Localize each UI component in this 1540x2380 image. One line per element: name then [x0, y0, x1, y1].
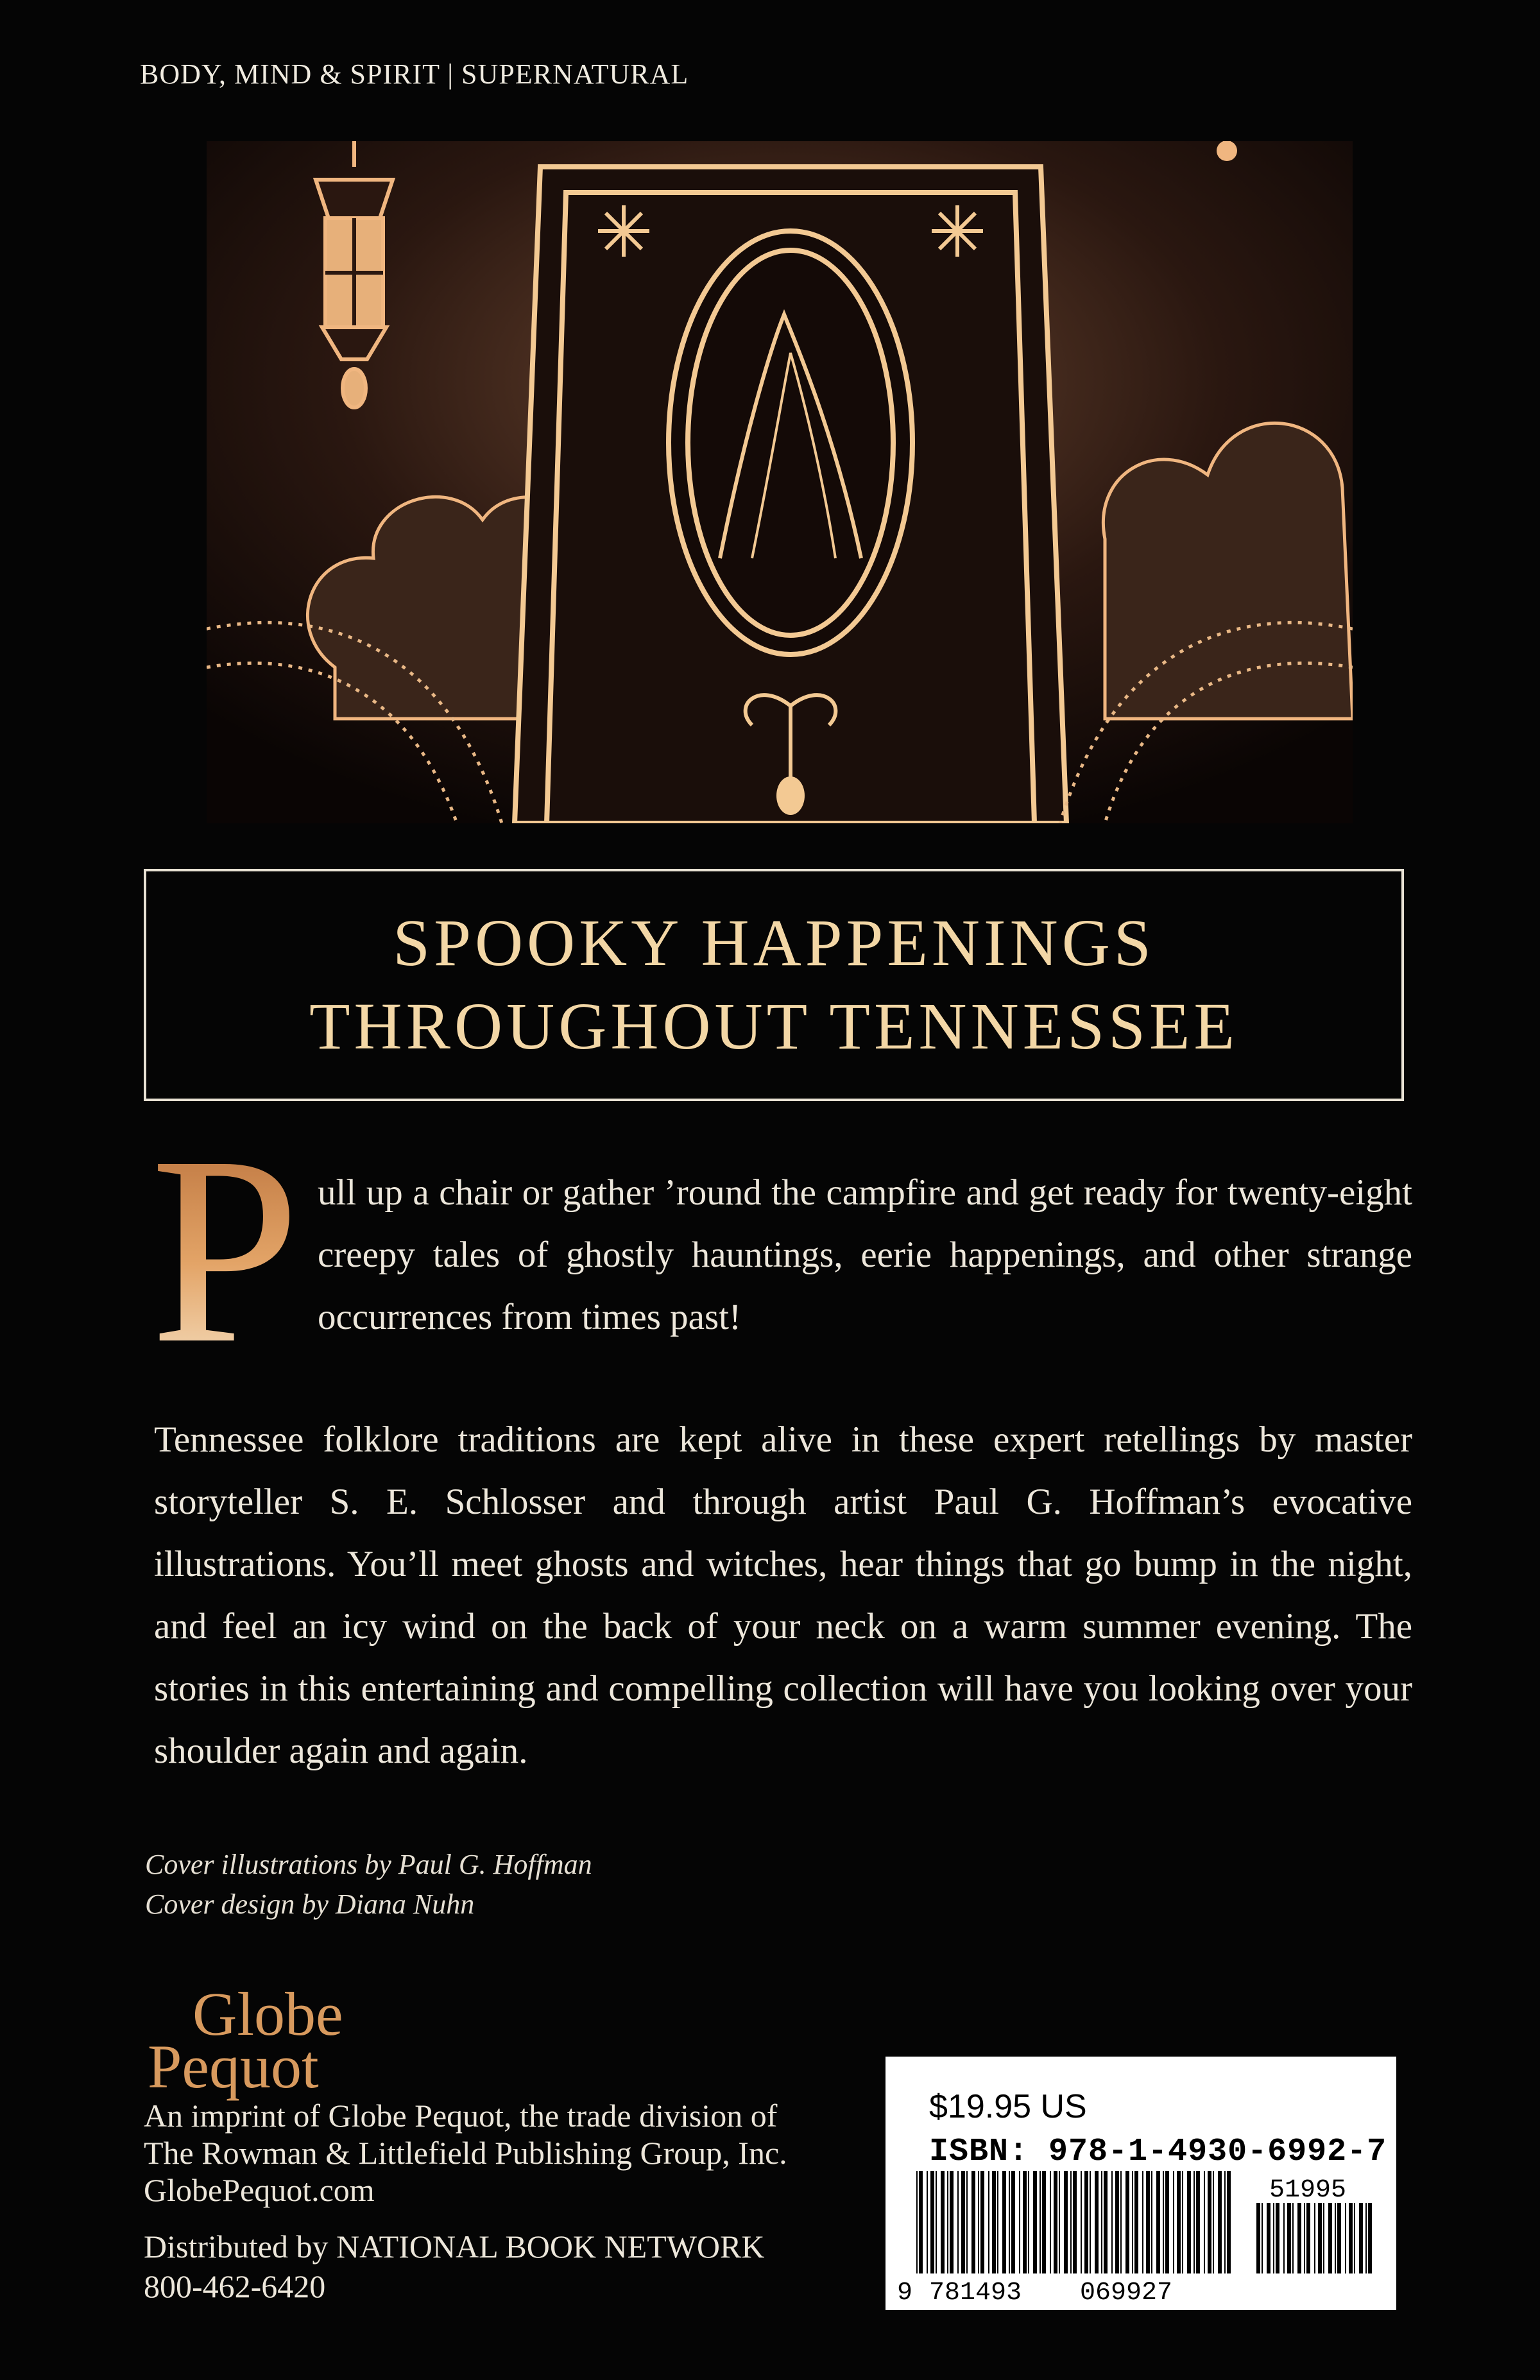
barcode-bar [1349, 2203, 1353, 2273]
barcode-bar [1323, 2203, 1324, 2273]
barcode-bar [1256, 2203, 1260, 2273]
distributor-line: Distributed by NATIONAL BOOK NETWORK [144, 2229, 765, 2264]
barcode-bar [980, 2171, 984, 2273]
barcode-bar [1084, 2171, 1088, 2273]
barcode-bar [1227, 2171, 1231, 2273]
barcode-bar [1095, 2171, 1099, 2273]
barcode-bar [1204, 2171, 1205, 2273]
barcode-bar [971, 2171, 975, 2273]
barcode-bar [1292, 2203, 1294, 2273]
distributor-phone: 800-462-6420 [144, 2268, 326, 2304]
barcode-bar [1368, 2203, 1372, 2273]
barcode-bar [1033, 2171, 1037, 2273]
barcode-bar [966, 2171, 968, 2273]
barcode-bar [1019, 2171, 1020, 2273]
barcode-bar [1318, 2203, 1322, 2273]
barcode-box [886, 2057, 1396, 2310]
barcode-bar [1354, 2203, 1355, 2273]
barcode-bar [1365, 2203, 1367, 2273]
barcode-bar [1182, 2171, 1183, 2273]
barcode-bar [1101, 2171, 1102, 2273]
barcode-bar [1273, 2203, 1274, 2273]
headline-box [144, 869, 1404, 1101]
barcode-bar [997, 2171, 998, 2273]
barcode-bar [1287, 2203, 1291, 2273]
barcode-bar [1345, 2203, 1346, 2273]
barcode-bar [936, 2171, 937, 2273]
barcode-bar [1011, 2171, 1015, 2273]
barcode-bar [1267, 2203, 1270, 2273]
barcode-bar [1156, 2171, 1160, 2273]
barcode-bar [1040, 2171, 1041, 2273]
barcode-bar [961, 2171, 965, 2273]
barcode-bar [1173, 2171, 1174, 2273]
headline-line-2: THROUGHOUT TENNESSEE [309, 989, 1238, 1063]
barcode-bar [1115, 2171, 1119, 2273]
barcode-bar [1125, 2171, 1129, 2273]
barcode-bar [930, 2171, 934, 2273]
barcode-bar [992, 2171, 996, 2273]
price-code-text: 51995 [1269, 2176, 1347, 2205]
barcode-bar [1314, 2203, 1315, 2273]
barcode-bar [950, 2171, 954, 2273]
barcode-bar [1276, 2203, 1279, 2273]
barcode-bar [1194, 2171, 1195, 2273]
barcode-bar [1208, 2171, 1211, 2273]
barcode-bar [1134, 2171, 1138, 2273]
barcode-bar [988, 2171, 989, 2273]
barcode-bar [1177, 2171, 1181, 2273]
barcode-bar [1081, 2171, 1082, 2273]
barcode-bar [1335, 2203, 1336, 2273]
barcode-bar [1306, 2203, 1310, 2273]
category-label: BODY, MIND & SPIRIT | SUPERNATURAL [140, 58, 689, 90]
barcode-bar [1165, 2171, 1169, 2273]
ean-left-digits: 781493 [929, 2279, 1022, 2306]
barcode-bar [1218, 2171, 1222, 2273]
barcode-bar [1297, 2203, 1301, 2273]
barcode-bar [927, 2171, 928, 2273]
barcode-bar [1120, 2171, 1122, 2273]
barcode-bar [1359, 2203, 1363, 2273]
barcode-bar [1064, 2171, 1068, 2273]
barcode-bar [1028, 2171, 1029, 2273]
ean-right-digits: 069927 [1080, 2279, 1173, 2306]
drop-cap: P [150, 1100, 300, 1399]
barcode-bar [978, 2171, 979, 2273]
barcode-bar [1054, 2171, 1057, 2273]
illustration-credit: Cover illustrations by Paul G. Hoffman [145, 1849, 592, 1880]
barcode-bar [1146, 2171, 1150, 2273]
barcode-bar [941, 2171, 945, 2273]
barcode-bar [1328, 2203, 1332, 2273]
barcode-bar [1337, 2203, 1341, 2273]
barcode-bar [1283, 2203, 1285, 2273]
barcode-bar [1070, 2171, 1072, 2273]
barcode-bar [1262, 2203, 1263, 2273]
barcode-bar [1059, 2171, 1060, 2273]
barcode-bar [1042, 2171, 1046, 2273]
barcode-bar [1023, 2171, 1027, 2273]
barcode-bar [916, 2171, 918, 2273]
isbn-label: ISBN: 978-1-4930-6992-7 [929, 2134, 1387, 2170]
barcode-bar [1009, 2171, 1010, 2273]
barcode-bar [1132, 2171, 1133, 2273]
barcode-bar [1104, 2171, 1108, 2273]
ean-first-digit: 9 [897, 2279, 913, 2306]
barcode-bar [919, 2171, 923, 2273]
price-label: $19.95 US [929, 2088, 1087, 2125]
imprint-line-2: The Rowman & Littlefield Publishing Group, Inc. [144, 2135, 787, 2171]
barcode-bar [1187, 2171, 1191, 2273]
barcode-bar [947, 2171, 948, 2273]
barcode-bar [1163, 2171, 1164, 2273]
barcode-bar [1050, 2171, 1051, 2273]
barcode-bar [1213, 2171, 1214, 2273]
barcode-bar [1196, 2171, 1200, 2273]
barcode-bar [1224, 2171, 1226, 2273]
barcode-bar [1073, 2171, 1077, 2273]
barcode-icon [897, 2171, 1391, 2306]
barcode-bar [1151, 2171, 1152, 2273]
barcode-bar [957, 2171, 959, 2273]
headline-line-1: SPOOKY HAPPENINGS [393, 906, 1155, 980]
description-paragraph: Tennessee folklore traditions are kept alive in these expert retellings by master storyteller S. E. Schlosser and through artist Paul G. Hoffman’s evocative illustrations. You’ll meet ghosts and witches, hear things that go bump in the night, and feel an icy wind on the back of your neck on a warm summer evening. The stories in this entertaining and compelling collection will have you looking over your shoulder again and again. [154, 1419, 1412, 1771]
publisher-logo-line-2: Pequot [148, 2032, 319, 2101]
imprint-line-1: An imprint of Globe Pequot, the trade division of [144, 2098, 778, 2134]
publisher-website: GlobePequot.com [144, 2172, 375, 2208]
barcode-bar [1002, 2171, 1006, 2273]
intro-paragraph: ull up a chair or gather ’round the campfire and get ready for twenty-eight creepy tales of ghostly hauntings, eerie happenings, and other strange occurrences from times past! [318, 1172, 1412, 1337]
publisher-logo-line-1: Globe [193, 1980, 343, 2048]
barcode-bar [1090, 2171, 1091, 2273]
barcode-bar [1111, 2171, 1113, 2273]
barcode-bar [1304, 2203, 1305, 2273]
design-credit: Cover design by Diana Nuhn [145, 1888, 475, 1920]
cover-illustration [207, 141, 1353, 823]
barcode-bar [1142, 2171, 1143, 2273]
